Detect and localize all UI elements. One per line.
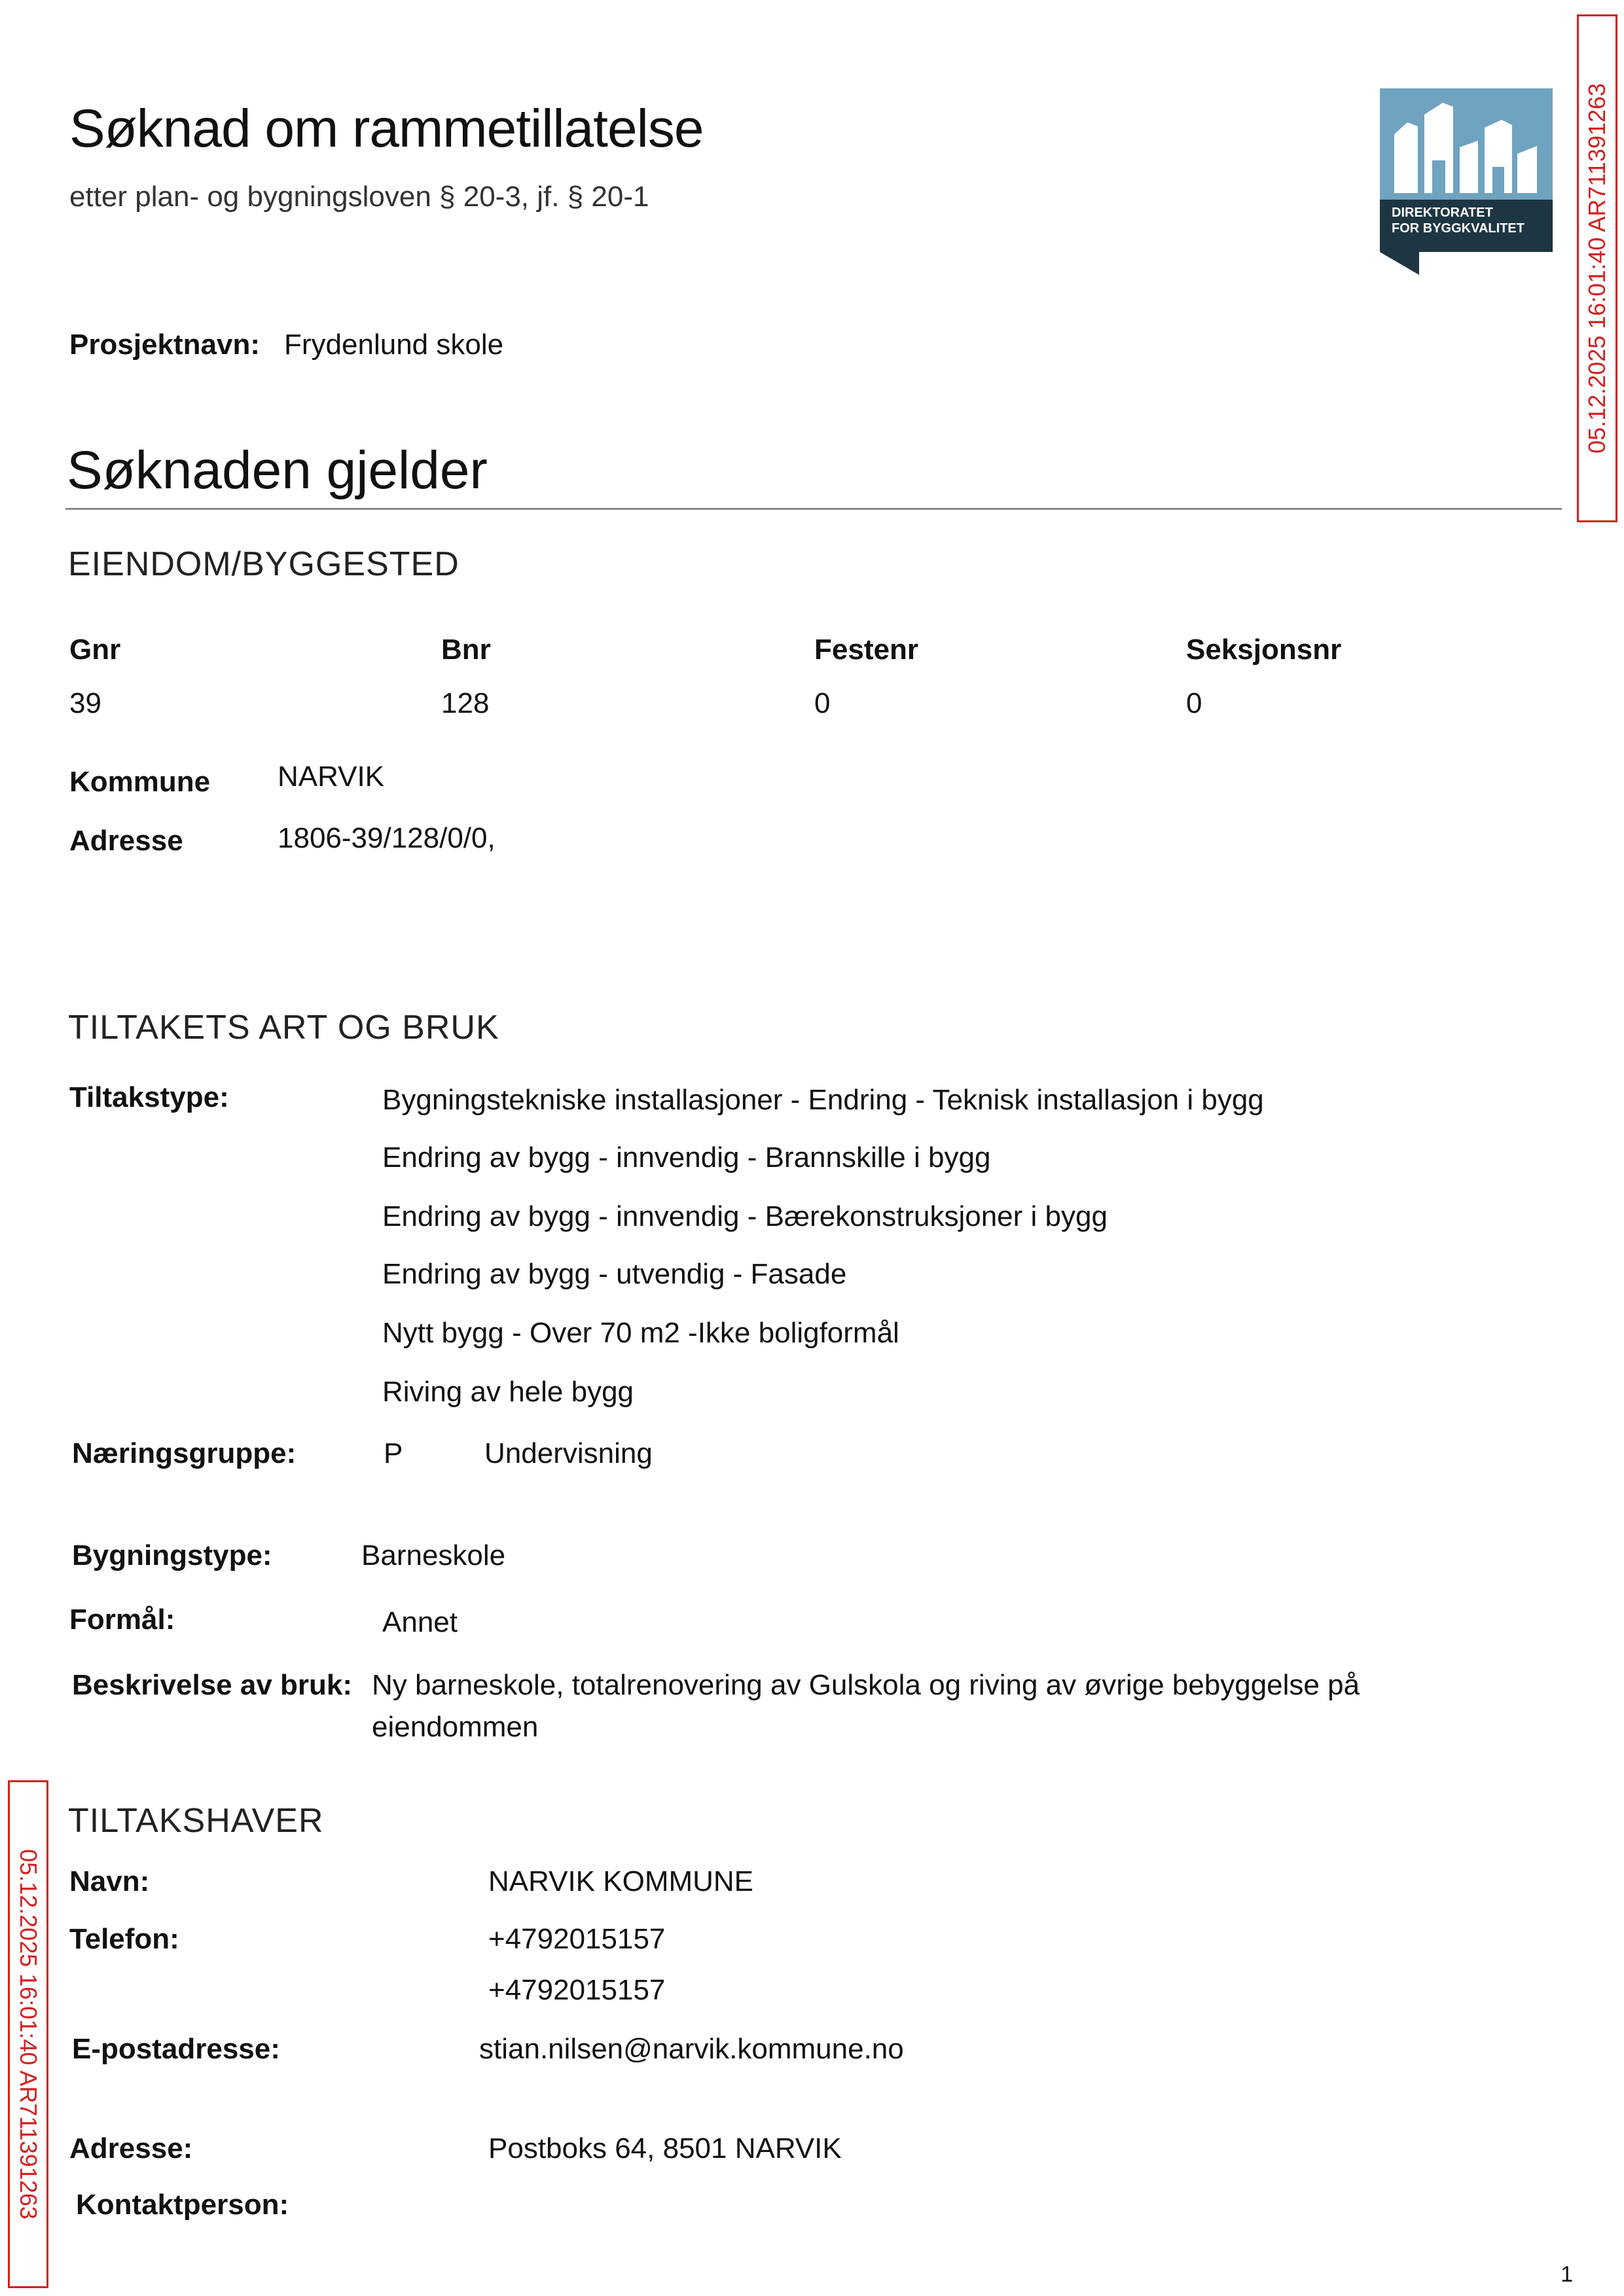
value-festenr: 0 — [814, 687, 831, 719]
kommune-label: Kommune — [69, 766, 211, 798]
bygningstype-value: Barneskole — [361, 1539, 506, 1571]
section-title: Søknaden gjelder — [67, 440, 488, 500]
stamp-text: 05.12.2025 16:01:40 AR711391263 — [1583, 83, 1611, 454]
beskrivelse-label: Beskrivelse av bruk: — [72, 1669, 353, 1701]
value-seksjonsnr: 0 — [1186, 687, 1202, 719]
receipt-stamp-bottom — [8, 1780, 48, 2288]
beskrivelse-line1: Ny barneskole, totalrenovering av Gulskola og riving av øvrige bebyggelse på — [372, 1669, 1360, 1701]
value-gnr: 39 — [69, 687, 101, 719]
tiltakshaver-adresse-value: Postboks 64, 8501 NARVIK — [488, 2132, 842, 2164]
kontaktperson-label: Kontaktperson: — [76, 2189, 289, 2221]
column-gnr: Gnr — [69, 634, 121, 666]
tiltakstype-item: Endring av bygg - innvendig - Brannskille i bygg — [382, 1141, 991, 1174]
navn-label: Navn: — [69, 1865, 150, 1897]
page-number: 1 — [1561, 2262, 1573, 2287]
naeringsgruppe-code: P — [384, 1437, 403, 1469]
receipt-stamp-top — [1577, 14, 1617, 522]
value-bnr: 128 — [441, 687, 490, 719]
column-festenr: Festenr — [814, 634, 918, 666]
formal-value: Annet — [382, 1606, 458, 1638]
dibk-logo — [1380, 88, 1553, 275]
adresse-label: Adresse — [69, 825, 183, 857]
page-title: Søknad om rammetillatelse — [69, 99, 704, 158]
tiltakstype-item: Endring av bygg - utvendig - Fasade — [382, 1258, 847, 1290]
navn-value: NARVIK KOMMUNE — [488, 1865, 754, 1897]
epost-value: stian.nilsen@narvik.kommune.no — [479, 2033, 904, 2065]
epost-label: E-postadresse: — [72, 2033, 280, 2065]
project-name-value: Frydenlund skole — [284, 329, 504, 361]
naeringsgruppe-value: Undervisning — [484, 1437, 653, 1469]
tiltakshaver-adresse-label: Adresse: — [69, 2132, 193, 2164]
tiltakstype-label: Tiltakstype: — [69, 1081, 229, 1113]
tiltakstype-item: Nytt bygg - Over 70 m2 -Ikke boligformål — [382, 1317, 899, 1349]
formal-label: Formål: — [69, 1604, 175, 1636]
tiltakshaver-heading: TILTAKSHAVER — [68, 1802, 324, 1840]
tiltakstype-item: Endring av bygg - innvendig - Bærekonstruksjoner i bygg — [382, 1200, 1108, 1232]
tiltak-heading: TILTAKETS ART OG BRUK — [68, 1009, 499, 1047]
telefon-label: Telefon: — [69, 1923, 179, 1955]
tiltakstype-item: Riving av hele bygg — [382, 1376, 634, 1408]
beskrivelse-line2: eiendommen — [372, 1711, 539, 1743]
tiltakstype-item: Bygningstekniske installasjoner - Endring - Teknisk installasjon i bygg — [382, 1084, 1264, 1116]
telefon-value: +4792015157 — [488, 1923, 666, 1955]
logo-text-line1: DIREKTORATET — [1392, 206, 1493, 220]
bygningstype-label: Bygningstype: — [72, 1539, 272, 1571]
project-name-label: Prosjektnavn: — [69, 329, 260, 361]
kommune-value: NARVIK — [278, 761, 385, 793]
logo-text-line2: FOR BYGGKVALITET — [1392, 221, 1525, 236]
section-divider — [65, 508, 1562, 510]
property-heading: EIENDOM/BYGGESTED — [68, 545, 460, 583]
column-bnr: Bnr — [441, 634, 491, 666]
page-subtitle: etter plan- og bygningsloven § 20-3, jf. § 20-1 — [69, 181, 649, 213]
column-seksjonsnr: Seksjonsnr — [1186, 634, 1342, 666]
telefon-value: +4792015157 — [488, 1974, 666, 2006]
stamp-text: 05.12.2025 16:01:40 AR711391263 — [15, 1849, 43, 2219]
adresse-value: 1806-39/128/0/0, — [278, 822, 496, 854]
naeringsgruppe-label: Næringsgruppe: — [72, 1437, 297, 1469]
